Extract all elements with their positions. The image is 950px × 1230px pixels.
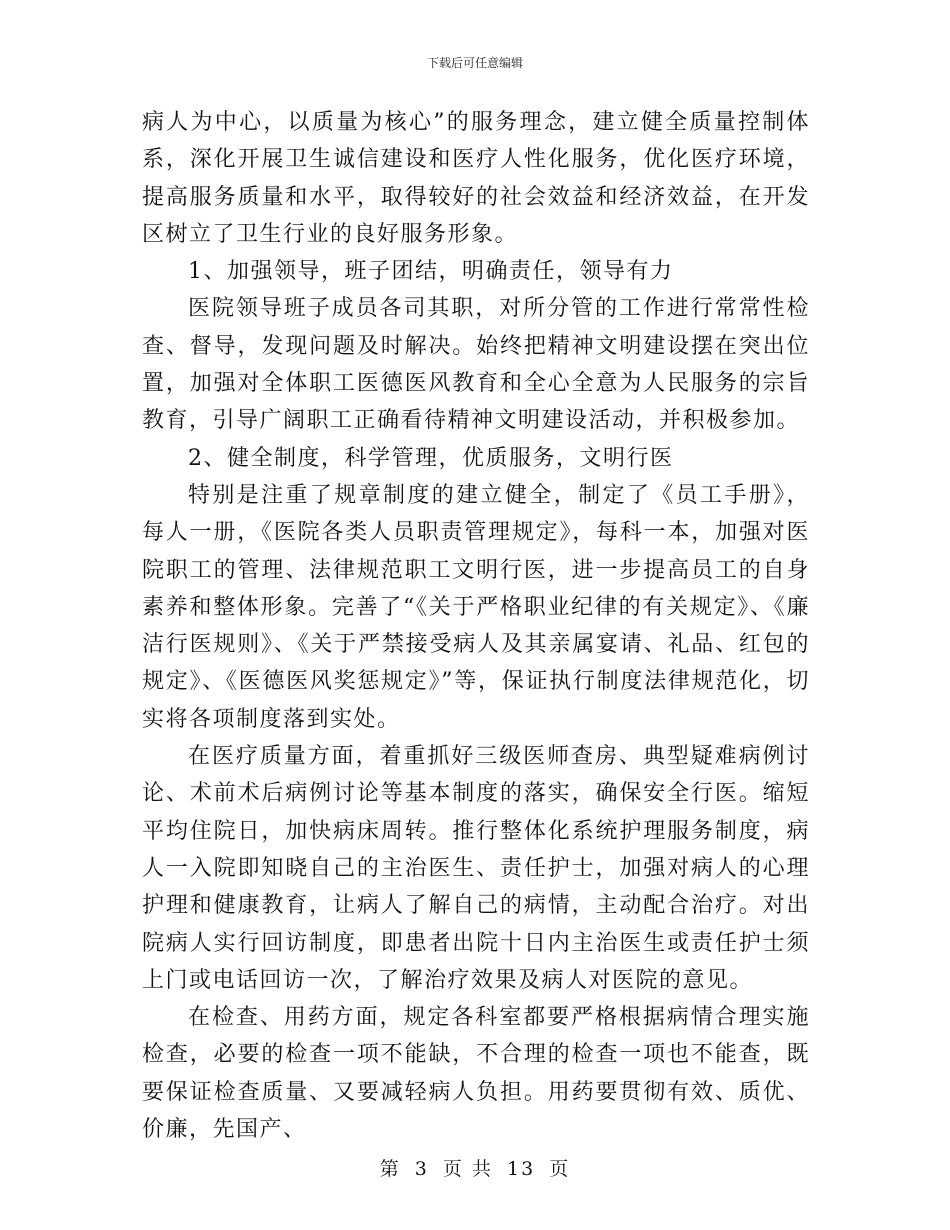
page-footer <box>0 1154 950 1181</box>
paragraph-leadership: 医院领导班子成员各司其职，对所分管的工作进行常常性检查、督导，发现问题及时解决。始终把精神文明建设摆在突出位置，加强对全体职工医德医风教育和全心全意为人民服务的宗旨教育，引导广阔职工正确看待精神文明建设活动，并积极参加。 <box>142 296 810 434</box>
section-heading-2: 2、健全制度，科学管理，优质服务，文明行医 <box>188 445 674 471</box>
page-number-current: 3 <box>414 1158 429 1180</box>
page-footer-prefix: 第 <box>379 1158 401 1180</box>
paragraph-intro-continuation: 病人为中心，以质量为核心”的服务理念，建立健全质量控制体系，深化开展卫生诚信建设和医疗人性化服务，优化医疗环境，提高服务质量和水平，取得较好的社会效益和经济效益，在开发区树立了卫生行业的良好服务形象。 <box>142 110 810 247</box>
section-heading-1: 1、加强领导，班子团结，明确责任，领导有力 <box>188 259 674 285</box>
document-body <box>142 104 810 1148</box>
paragraph-examination-medication: 在检查、用药方面，规定各科室都要严格根据病情合理实施检查，必要的检查一项不能缺，不合理的检查一项也不能查，既要保证检查质量、又要减轻病人负担。用药要贯彻有效、质优、价廉，先国产、 <box>142 1005 810 1143</box>
page-number-total: 13 <box>507 1158 536 1180</box>
page-header: 下载后可任意编辑 <box>426 56 523 70</box>
page-footer-middle: 页 共 <box>442 1158 493 1180</box>
paragraph-regulations: 特别是注重了规章制度的建立健全，制定了《员工手册》，每人一册，《医院各类人员职责管理规定》，每科一本，加强对医院职工的管理、法律规范职工文明行医，进一步提高员工的自身素养和整体形象。完善了“《关于严格职业纪律的有关规定》、《廉洁行医规则》、《关于严禁接受病人及其亲属宴请、礼品、红包的规定》、《医德医风奖惩规定》”等，保证执行制度法律规范化，切实将各项制度落到实处。 <box>142 482 810 732</box>
paragraph-medical-quality: 在医疗质量方面，着重抓好三级医师查房、典型疑难病例讨论、术前术后病例讨论等基本制度的落实，确保安全行医。缩短平均住院日，加快病床周转。推行整体化系统护理服务制度，病人一入院即知晓自己的主治医生、责任护士，加强对病人的心理护理和健康教育，让病人了解自己的病情，主动配合治疗。对出院病人实行回访制度，即患者出院十日内主治医生或责任护士须上门或电话回访一次，了解治疗效果及病人对医院的意见。 <box>142 744 810 993</box>
page-footer-suffix: 页 <box>549 1158 571 1180</box>
